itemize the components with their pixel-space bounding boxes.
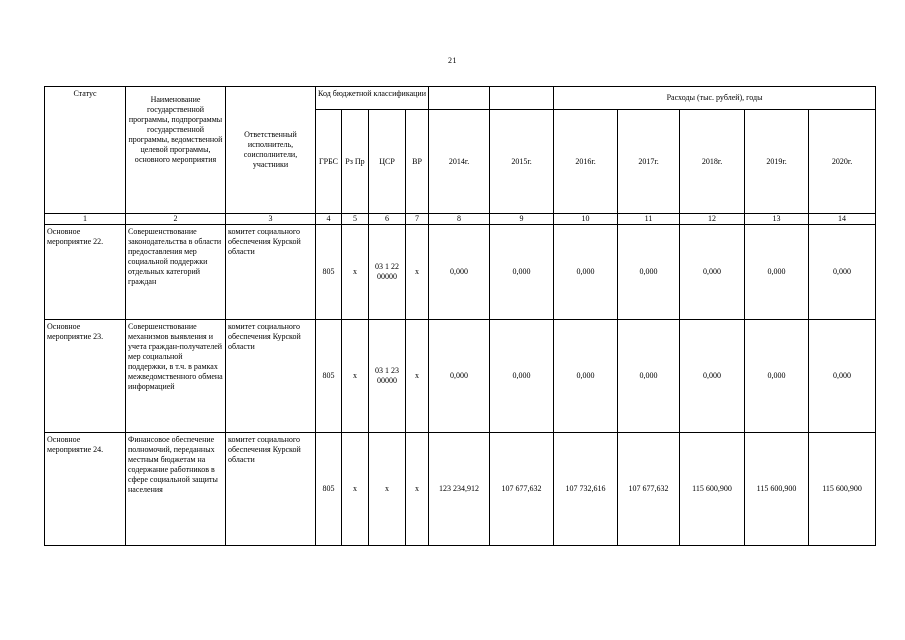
row-value: 115 600,900: [745, 433, 809, 546]
row-value: 0,000: [680, 320, 745, 433]
header-kbk: Код бюджетной классификации: [316, 87, 429, 110]
header-year: 2019г.: [745, 110, 809, 214]
row-responsible: комитет социального обеспечения Курской области: [226, 320, 316, 433]
header-rzpr: Рз Пр: [342, 110, 369, 214]
table-row: [45, 433, 876, 546]
header-year: 2014г.: [429, 110, 490, 214]
row-csr: х: [369, 433, 406, 546]
row-value: 0,000: [490, 225, 554, 320]
row-value: 0,000: [490, 320, 554, 433]
header-csr: ЦСР: [369, 110, 406, 214]
header-year: 2017г.: [618, 110, 680, 214]
column-number: 6: [369, 214, 406, 225]
row-rzpr: х: [342, 225, 369, 320]
row-value: 115 600,900: [680, 433, 745, 546]
row-grbs: 805: [316, 433, 342, 546]
header-year: 2020г.: [809, 110, 876, 214]
header-vr: ВР: [406, 110, 429, 214]
column-number: 11: [618, 214, 680, 225]
header-name: Наименование государственной программы, подпрограммы государственной программы, ведомственной целевой программы, основного мероприятия: [126, 87, 226, 214]
column-number: 10: [554, 214, 618, 225]
page-number: 21: [448, 56, 457, 65]
row-value: 0,000: [809, 225, 876, 320]
row-status: Основное мероприятие 22.: [45, 225, 126, 320]
row-value: 123 234,912: [429, 433, 490, 546]
column-number: 9: [490, 214, 554, 225]
header-blank-1: [429, 87, 490, 110]
row-value: 107 732,616: [554, 433, 618, 546]
row-value: 0,000: [745, 320, 809, 433]
column-numbers-row: [45, 214, 876, 225]
row-value: 0,000: [618, 320, 680, 433]
column-number: 13: [745, 214, 809, 225]
row-vr: х: [406, 225, 429, 320]
row-rzpr: х: [342, 320, 369, 433]
row-status: Основное мероприятие 23.: [45, 320, 126, 433]
header-grbs: ГРБС: [316, 110, 342, 214]
row-value: 0,000: [809, 320, 876, 433]
column-number: 12: [680, 214, 745, 225]
column-number: 8: [429, 214, 490, 225]
row-status: Основное мероприятие 24.: [45, 433, 126, 546]
header-year: 2016г.: [554, 110, 618, 214]
row-value: 115 600,900: [809, 433, 876, 546]
column-number: 2: [126, 214, 226, 225]
table-row: [45, 320, 876, 433]
header-responsible: Ответственный исполнитель, соисполнители, участники: [226, 87, 316, 214]
row-value: 0,000: [429, 320, 490, 433]
column-number: 14: [809, 214, 876, 225]
row-grbs: 805: [316, 225, 342, 320]
header-year: 2018г.: [680, 110, 745, 214]
header-expenses: Расходы (тыс. рублей), годы: [554, 87, 876, 110]
row-value: 0,000: [554, 225, 618, 320]
row-value: 107 677,632: [618, 433, 680, 546]
header-status: Статус: [45, 87, 126, 214]
column-number: 7: [406, 214, 429, 225]
row-value: 0,000: [745, 225, 809, 320]
budget-table: [44, 86, 876, 546]
column-number: 5: [342, 214, 369, 225]
row-responsible: комитет социального обеспечения Курской области: [226, 433, 316, 546]
row-value: 0,000: [680, 225, 745, 320]
row-vr: х: [406, 320, 429, 433]
row-name: Совершенствование законодательства в области предоставления мер социальной поддержки отдельных категорий граждан: [126, 225, 226, 320]
row-vr: х: [406, 433, 429, 546]
row-value: 107 677,632: [490, 433, 554, 546]
row-name: Совершенствование механизмов выявления и учета граждан-получателей мер социальной поддержки, в т.ч. в рамках межведомственного обмена информацией: [126, 320, 226, 433]
header-blank-2: [490, 87, 554, 110]
column-number: 4: [316, 214, 342, 225]
column-number: 1: [45, 214, 126, 225]
row-rzpr: х: [342, 433, 369, 546]
table-row: [45, 225, 876, 320]
row-responsible: комитет социального обеспечения Курской области: [226, 225, 316, 320]
column-number: 3: [226, 214, 316, 225]
row-name: Финансовое обеспечение полномочий, переданных местным бюджетам на содержание работников в сфере социальной защиты населения: [126, 433, 226, 546]
row-csr: 03 1 23 00000: [369, 320, 406, 433]
row-value: 0,000: [554, 320, 618, 433]
row-grbs: 805: [316, 320, 342, 433]
row-value: 0,000: [429, 225, 490, 320]
row-csr: 03 1 22 00000: [369, 225, 406, 320]
header-year: 2015г.: [490, 110, 554, 214]
row-value: 0,000: [618, 225, 680, 320]
